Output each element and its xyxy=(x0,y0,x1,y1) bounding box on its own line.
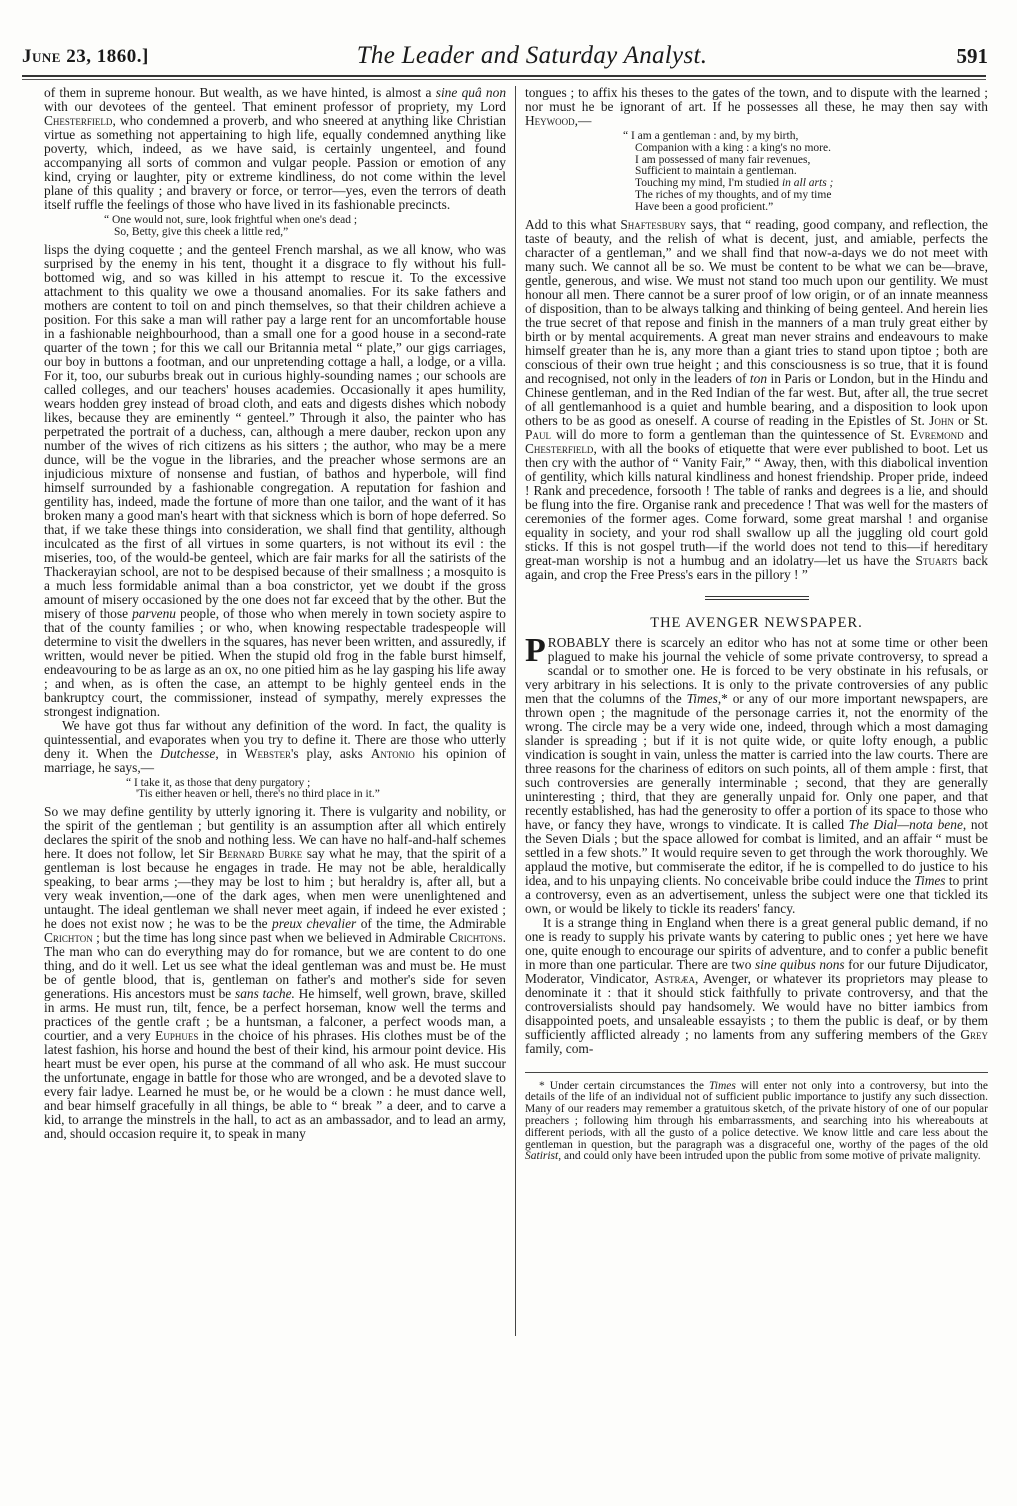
text-run: ROBABLY there is scarcely an editor who has not at some time or other been plagued to make his journal the vehicle of some private controversy, to spread a scandal or to smother one. He is forced to be very obstinate in his refusals, or very arbitrary in his selections. It is only to the private controversies of any public men that the columns of the xyxy=(525,634,988,706)
text-run: of the time, the Admirable xyxy=(356,916,506,932)
verse-line: So, Betty, give this cheek a little red,” xyxy=(114,225,289,238)
small-caps-name: Grey xyxy=(960,1026,988,1042)
text-run: lisps the dying coquette ; and the genteel French marshal, as we all know, who was surprised by the enemy in his tent, thought it a disgrace to fly without his full-bottomed wig, and so was killed in his attempt to rescue it. To the excessive attachment to this quality we owe a thousand anomalies. For its sake fathers and mothers are content to toil on and pinch themselves, so that their children achieve a position. For this sake a man will rather pay a large rent for an uncomfortable house in a fashionable neighbourhood, than a small one for a good house in a second-rate quarter of the town ; for this we call our Britannia metal “ plate,” our gigs carriages, our boy in buttons a footman, and our unpretending cottage a hall, a lodge, or a villa. For it, too, our suburbs break out in curious highly-sounding names ; our schools are called colleges, and our teachers' houses academies. Occasionally it apes humility, wears hodden grey instead of broad cloth, and eats and digests dishes which nobody likes, because they are eminently “ genteel.” Through it also, the painter who has perpetrated the portrait of a duchess, can, although a mere dauber, reckon upon any number of the wives of rich citizens as his sitters ; the author, who may be a mere dunce, will be the vogue in the libraries, and the preacher whose sermons are an injudicious mixture of nonsense and fustian, of bathos and hyperbole, will find himself surrounded by a fashionable congregation. A reputation for fashion and gentility has, indeed, made the fortune of more than one tailor, and the want of it has broken many a good man's heart with that sickness which is born of hope deferred. So that, if we take these things into consideration, we shall find that gentility, although inculcated as the first of all virtues in some quarters, is not without its evil : the miseries, too, of the would-be genteel, which are fair marks for all the satirists of the Thackerayian school, are not to be despised because of their smallness ; a mosquito is a much less formidable animal than a boa constrictor, yet we doubt if the gross amount of misery occasioned by the one does not far exceed that by the other. But the misery of those xyxy=(44,241,506,621)
italic-text: parvenu xyxy=(132,605,176,621)
italic-text: Times xyxy=(914,872,946,888)
verse-line: Have been a good proficient.” xyxy=(635,200,774,213)
verse-line: “ I take it, as those that deny purgatory ; xyxy=(126,776,311,789)
verse-quotation xyxy=(44,215,506,239)
text-run: * Under certain circumstances the xyxy=(539,1079,709,1092)
paragraph xyxy=(525,218,988,582)
text-run: . The man who can do everything may do for romance, but we are content to do one thing, and do it well. Let us see what the ideal gentleman was and must be. He must be of gentle blood, that is, gentleman on father's and mother's side for seven generations. His ancestors must be xyxy=(44,930,506,1002)
small-caps-name: Webster xyxy=(244,745,291,761)
verse-line: Sufficient to maintain a gentleman. xyxy=(635,165,797,178)
paragraph xyxy=(525,86,988,128)
italic-text: preux chevalier xyxy=(272,916,357,932)
verse-line: 'Tis either heaven or hell, there's no third place in it.” xyxy=(136,788,380,801)
text-run: 's play, asks xyxy=(290,745,371,761)
issue-date: June 23, 1860.] xyxy=(22,46,149,67)
small-caps-name: Chesterfield xyxy=(44,113,113,128)
section-separator xyxy=(705,596,809,600)
small-caps-name: Bernard Burke xyxy=(218,846,303,862)
text-run: , in xyxy=(215,745,245,761)
paragraph xyxy=(44,719,506,775)
text-run: will enter not only into a controversy, but into the details of the life of an individual not of sufficient public importance to justify any such dissection. Many of our readers may remember a gratuitous sketch, of the private history of one of our popular preachers ; following him through his embarrassments, and searching into his whereabouts at different periods, with all the gusto of a police detective. We know little and care less about the gentleman in question, but the paragraph was a disgraceful one, worthy of the pages of the old xyxy=(525,1079,988,1151)
small-caps-name: Astræa xyxy=(654,970,696,986)
verse-line: “ One would not, sure, look frightful when one's dead ; xyxy=(104,214,358,226)
verse-line: The riches of my thoughts, and of my time xyxy=(635,188,832,201)
text-run: with our devotees of the genteel. That eminent professor of propriety, my Lord xyxy=(44,99,506,114)
italic-text: in all arts ; xyxy=(781,177,834,190)
header-rule xyxy=(22,75,986,80)
small-caps-name: Chesterfield xyxy=(525,440,594,456)
italic-text: sans tache. xyxy=(234,986,295,1002)
text-run: tongues ; to affix his theses to the gates of the town, and to dispute with the learned ; nor must he be ignorant of art. If he possesses all these, he may then say with xyxy=(525,85,988,114)
footnote xyxy=(525,1081,988,1164)
text-run: in the choice of his phrases. His clothes must be of the latest fashion, his horse and hound the best of their kind, his armour point device. His heart must be ever open, his purse at the command of all who ask. He must succour the unfortunate, engage in battle for those who are wronged, and be a devoted slave to every fair ladye. Learned he must be, or he would be a clown : he must dance well, and bear himself gracefully in all things, be able to “ break ” a deer, and to carve a kid, to arrange the minstrels in the hall, to act as an ambassador, and to lead an army, and, should occasion require it, to speak in many xyxy=(44,1028,506,1142)
text-run: family, com- xyxy=(525,1040,594,1056)
small-caps-name: Evremond xyxy=(909,426,964,442)
text-run: , with all the books of etiquette that were ever published to boot. Let us then cry with the author of “ Vanity Fair,” “ Away, then, with this diabolical invention of gentility, which kills natural kindliness and honest friendship. Proper pride, indeed ! Rank and precedence, forsooth ! The table of ranks and degrees is a lie, and should be flung into the fire. Organise rank and precedence ! That was well for the masters of ceremonies of the former ages. Come forward, some great marshal ! and organise equality in society, and your rod shall swallow up all the juggling old court gold sticks. If this is not gospel truth—if the world does not tend to this—if hereditary great-man worship is not a humbug and an idolatry—let us have the xyxy=(525,440,988,568)
small-caps-name: Shaftesbury xyxy=(620,216,687,232)
verse-line: I am possessed of many fair revenues, xyxy=(635,153,811,166)
text-run: to print a controversy, even as an advertisement, unless the subject were one that tickled its own, or would be likely to tickle its readers' fancy. xyxy=(525,872,988,916)
right-column xyxy=(525,86,988,1163)
paragraph xyxy=(44,86,506,212)
text-run: of them in supreme honour. But wealth, as we have hinted, is almost a xyxy=(44,85,436,100)
small-caps-name: Crichtons xyxy=(448,930,503,946)
small-caps-name: Paul xyxy=(525,426,551,442)
text-run: in Paris or London, but in the Hindu and Chinese gentleman, and in the Red Indian of the far west. But, after all, the true secret of all gentlemanhood is a quiet and humble bearing, and a disposition to look upon others to be as good as oneself. A course of reading in the Epistles of St. xyxy=(525,370,988,428)
left-column xyxy=(44,86,506,1141)
column-divider xyxy=(515,86,516,1336)
text-run: people, of those who when merely in town society aspire to that of the county families ; or who, when knowing respectable tradespeople will determine to visit the dwellers in the squares, has never been written, and assuredly, if written, would never be pitied. When the stupid old frog in the fable burst himself, endeavouring to be as large as an ox, no one pitied him as he lay gasping his life away ; and when, as is often the case, an attempt to be highly genteel ends in the bankruptcy court, the commissioner, instead of sympathy, merely expresses the strongest indignation. xyxy=(44,605,506,719)
article-heading: THE AVENGER NEWSPAPER. xyxy=(650,614,863,631)
italic-text: ton xyxy=(749,370,768,386)
text-run: back again, and crop the Free Press's ears in the pillory ! ” xyxy=(525,552,988,582)
text-run: , who condemned a proverb, and who sneered at anything like Christian virtue as something not appertaining to high life, equally condemned anything like poverty, which, indeed, as we have said, is certainly ungenteel, and found accompanying all sorts of common and vulgar people. Passion or emotion of any kind, crying or laughter, pity or extreme kindliness, do not come within the level plane of this quality ; and bravery or force, or terror—yes, even the terrors of death itself ruffle the feelings of those who have lived in its fashionable precincts. xyxy=(44,113,506,212)
text-run: says, that “ reading, good company, and reflection, the taste of beauty, and the relish of what is decent, just, and amiable, perfects the character of a gentleman,” and we shall find that now-a-days we do not meet with many such. We cannot all be so. We must be content to be what we can be—brave, gentle, generous, and wise. We must not stand too much upon our gentility. We must honour all men. There cannot be a surer proof of low origin, or of an innate meanness of disposition, than to be always talking and thinking of being genteel. And herein lies the true secret of that repose and finish in the manners of a man truly great either by birth or by mental acquirements. A great man never strains and endeavours to make himself greater than he is, any more than a giant tries to stand upon tiptoe ; both are conscious of their own true height ; and this consciousness is so true, that it is found and recognised, not only in the leaders of xyxy=(525,216,989,386)
small-caps-name: Stuarts xyxy=(915,552,958,568)
italic-text: Dutchesse xyxy=(160,745,216,761)
verse-quotation xyxy=(44,778,506,802)
text-run: We have got thus far without any definition of the word. In fact, the quality is quintessential, and evaporates when you try to define it. There are those who utterly deny it. When the xyxy=(44,717,506,761)
text-run: , Avenger, or whatever its proprietors may please to denominate it : that it should stick faithfully to private controversy, and that the controversialists should pay handsomely. We would have no bitter iambics from disappointed poets, and unsaleable essayists ; to them the public is deaf, or by them sufficiently afflicted already ; no laments from any suffering members of the xyxy=(525,970,988,1042)
text-run: So we may define gentility by utterly ignoring it. There is vulgarity and nobility, or the spirit of the gentleman ; but gentility is an assumption after all which entirely declares the spirit of the snob and nothing less. We can have no half-and-half schemes here. It does not follow, let Sir xyxy=(44,804,506,862)
text-run: say what he may, that the spirit of a gentleman is lost because he engages in trade. He may not be able, heraldically speaking, to bear arms ;—they may be lost to him ; but heraldry is, after all, but a very weak invention,—one of the dark ages, when men were unenlightened and untaught. The ideal gentleman we shall never meet again, if indeed he ever existed ; he does not exist now ; he was to be the xyxy=(44,846,506,932)
page-number: 591 xyxy=(956,44,988,68)
text-run: Add to this what xyxy=(525,216,621,232)
text-run: , not the Seven Dials ; but the space allowed for combat is limited, and an affair “ must be settled in a few shots.” It would require seven to get through the work thoroughly. We applaud the motive, but commiserate the editor, if he is compelled to do justice to his idea, and to his unpaying clients. No conceivable bribe could induce the xyxy=(525,816,988,888)
publication-title: The Leader and Saturday Analyst. xyxy=(356,42,708,69)
article-text xyxy=(525,631,988,916)
text-run: , and could only have been intruded upon the public from some motive of private malignity. xyxy=(558,1150,981,1163)
verse-line: Touching my mind, I'm studied in all arts ; xyxy=(635,177,834,190)
small-caps-name: John xyxy=(929,412,954,428)
footnote-text xyxy=(525,1081,988,1164)
verse-line: “ I am a gentleman : and, by my birth, xyxy=(623,130,799,142)
verse-line: Companion with a king : a king's no more. xyxy=(635,141,831,154)
small-caps-name: Crichton xyxy=(44,930,93,946)
small-caps-name: Euphues xyxy=(155,1028,199,1044)
text-run: and xyxy=(963,426,989,442)
article-paragraph xyxy=(525,631,988,916)
text-run: for our future Dijudicator, Moderator, Vindicator, xyxy=(525,956,989,986)
text-run: or St. xyxy=(953,412,988,428)
article-paragraph xyxy=(525,916,988,1056)
text-run: his opinion of marriage, he says,— xyxy=(44,745,506,775)
italic-text: sine quibus nons xyxy=(754,956,845,972)
text-run: will do more to form a gentleman than the quintessence of St. xyxy=(550,426,910,442)
italic-text: Times xyxy=(686,690,718,706)
text-run: ,— xyxy=(574,113,592,128)
footnote-rule xyxy=(525,1072,988,1073)
small-caps-name: Antonio xyxy=(370,745,415,761)
paragraph xyxy=(44,243,506,719)
italic-text: Satirist xyxy=(525,1150,559,1163)
text-run: He himself, well grown, brave, skilled in arms. He must run, tilt, fence, be a perfect horseman, know well the terms and practices of the gentle craft ; be a huntsman, a falconer, a perfect woods man, a courtier, and a very xyxy=(44,986,506,1044)
italic-text: The Dial—nota bene xyxy=(848,816,963,832)
drop-cap: P xyxy=(525,631,546,669)
small-caps-name: Heywood xyxy=(525,113,575,128)
italic-text: sine quâ non xyxy=(435,85,507,100)
italic-text: Times xyxy=(709,1079,736,1092)
text-run: ,* or any of our more important newspapers, are thrown open ; the magnitude of the personage carries it, not the enormity of the wrong. The circle may be a very wide one, indeed, through which a most damaging slander is spreading ; but if it is not quite wide, or quite lofty enough, a public vindication is sought in vain, unless the matter is carried into the law courts. There are three reasons for the chariness of editors on such points, all of them ample : first, that such controversies are generally interminable ; second, that they are generally uninteresting ; third, that they are generally unpaid for. Only one paper, and that recently established, has had the generosity to offer a portion of its space to those who have, or fancy they have, wrongs to vindicate. It is called xyxy=(525,690,988,832)
paragraph xyxy=(44,805,506,1141)
masthead xyxy=(22,38,988,72)
text-run: ; but the time has long since past when we believed in Admirable xyxy=(92,930,449,946)
text-run: It is a strange thing in England when there is a great general public demand, if no one is ready to supply his private wants by catering to public ones ; yet here we have one, quite enough to encourage our spirits of adventure, and to confer a public benefit in more than one particular. There are two xyxy=(525,914,988,972)
verse-quotation xyxy=(525,131,988,214)
